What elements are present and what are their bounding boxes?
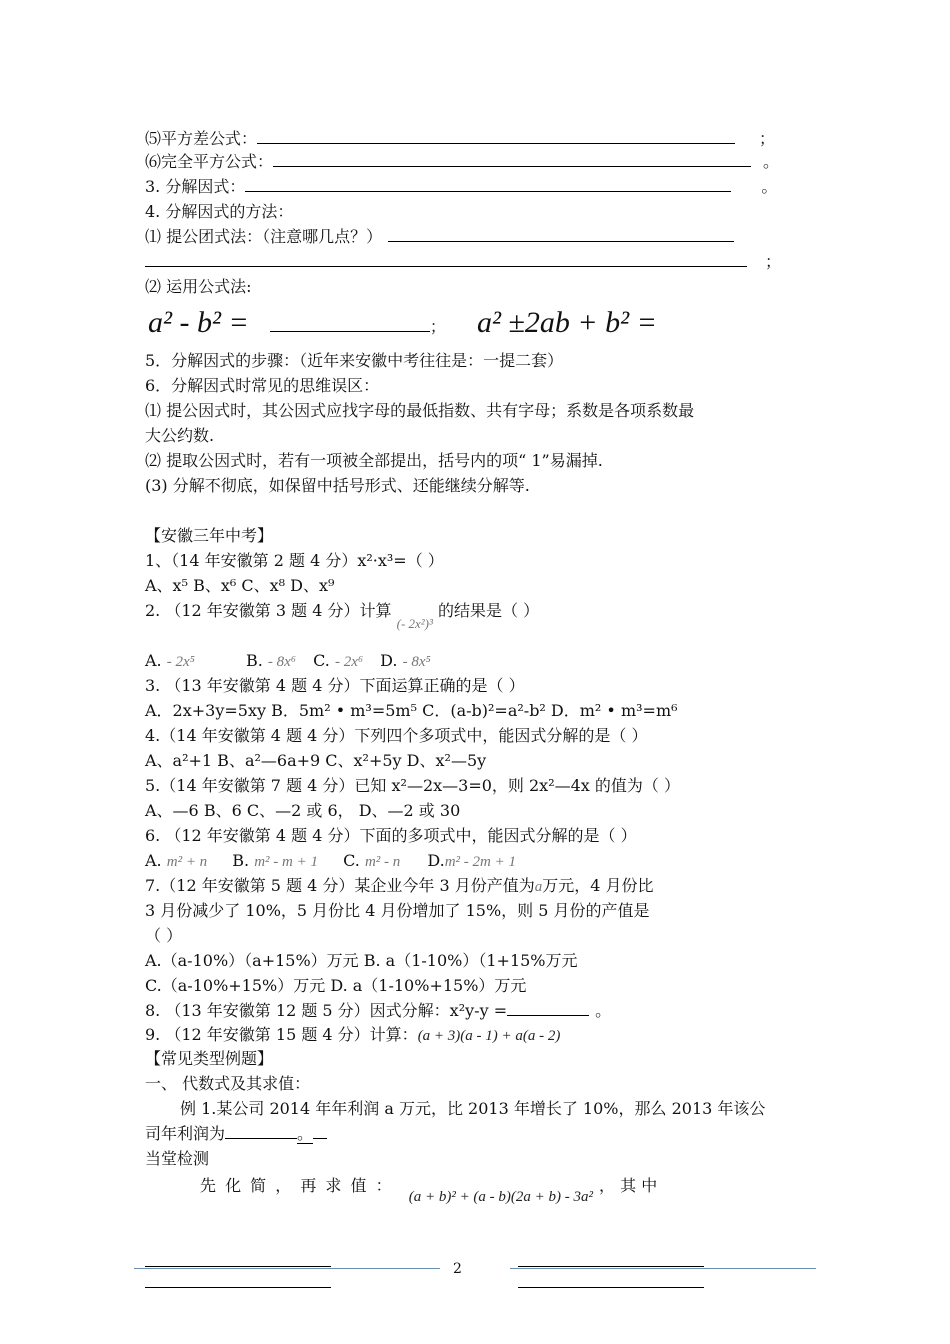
common-factor-line [145, 226, 734, 248]
perfect-square-line [145, 151, 779, 173]
question-7 [145, 875, 654, 898]
big-formula-line: a² - b² = ； a² ±2ab + b² = [148, 306, 657, 339]
question-text: 先 化 简 ， 再 求 值 ： [200, 1176, 394, 1195]
label: ⑴ 提公团式法：（注意哪几点？） [145, 227, 383, 246]
punct: ； [759, 129, 776, 148]
diff-of-squares-formula: a² - b² = [148, 306, 249, 339]
answer-blank[interactable] [388, 227, 734, 242]
question-3-options: A．2x+3y=5xy B．5m² • m³=5m⁵ C．(a-b)²=a²-b² D．m² • m³=m⁶ [145, 701, 678, 720]
punct: 。 [595, 1001, 612, 1020]
option-label: C. [313, 651, 335, 670]
answer-blank[interactable] [145, 252, 747, 267]
question-tail: 万元，4 月份比 [542, 876, 654, 895]
example-1-cont [145, 1123, 327, 1145]
example-1: 例 1.某公司 2014 年年利润 a 万元，比 2013 年增长了 10%，那么 2013 年该公 [180, 1099, 766, 1118]
question-7-paren: （ ） [145, 926, 183, 945]
question-9 [145, 1024, 560, 1047]
question-5: 5.（14 年安徽第 7 题 4 分）已知 x²—2x—3=0，则 2x²—4x 的值为（ ） [145, 776, 680, 795]
steps-line: 5．分解因式的步骤：（近年来安徽中考往往是：一提二套） [145, 351, 564, 370]
answer-blank[interactable] [225, 1124, 297, 1139]
simplify-line [200, 1175, 658, 1205]
variable-a: a [534, 879, 543, 895]
label: 3. 分解因式： [145, 177, 246, 196]
option-a: - 2x⁵ [166, 654, 195, 670]
pitfall-2: ⑵ 提取公因式时，若有一项被全部提出，括号内的项“ 1”易漏掉. [145, 451, 603, 470]
footer-line [145, 1287, 331, 1288]
option-d: - 8x⁵ [402, 654, 431, 670]
question-7-options-ab: A.（a-10%）（a+15%）万元 B. a（1-10%）（1+15%万元 [145, 951, 578, 970]
question-tail: 的结果是（ ） [438, 601, 540, 620]
in-class-check: 当堂检测 [145, 1149, 210, 1168]
question-2 [145, 600, 540, 631]
punct: 。 [763, 152, 780, 171]
option-b: m² - m + 1 [254, 854, 318, 870]
question-4-options: A、a²+1 B、a²—6a+9 C、x²+5y D、x²—5y [145, 751, 487, 770]
question-4: 4.（14 年安徽第 4 题 4 分）下列四个多项式中，能因式分解的是（ ） [145, 726, 648, 745]
simplify-expression: (a + b)² + (a - b)(2a + b) - 3a² [408, 1189, 594, 1205]
footer-rule [510, 1268, 816, 1269]
option-a: m² + n [166, 854, 208, 870]
question-text: 7.（12 年安徽第 5 题 4 分）某企业今年 3 月份产值为 [145, 876, 535, 895]
option-label: D. [427, 851, 445, 870]
question-5-options: A、—6 B、6 C、—2 或 6， D、—2 或 30 [145, 801, 461, 820]
question-8 [145, 1000, 611, 1022]
section-heading-exams: 【安徽三年中考】 [145, 526, 274, 545]
option-c: - 2x⁶ [334, 654, 364, 670]
footer-line [518, 1287, 704, 1288]
question-1-options: A、x⁵ B、x⁶ C、x⁸ D、x⁹ [145, 576, 335, 595]
q2-expression: (- 2x²)³ [396, 616, 433, 631]
answer-blank[interactable] [257, 129, 735, 144]
question-6: 6. （12 年安徽第 4 题 4 分）下面的多项式中，能因式分解的是（ ） [145, 826, 637, 845]
answer-blank[interactable] [270, 311, 430, 332]
page-number: 2 [453, 1261, 462, 1277]
option-b: - 8x⁶ [267, 654, 297, 670]
methods-heading: 4. 分解因式的方法： [145, 202, 294, 221]
question-3: 3. （13 年安徽第 4 题 4 分）下面运算正确的是（ ） [145, 676, 525, 695]
option-label: C. [343, 851, 365, 870]
pitfalls-heading: 6．分解因式时常见的思维误区： [145, 376, 380, 395]
label: ⑸平方差公式： [145, 129, 258, 148]
footer-line [518, 1266, 704, 1267]
footer-rule [134, 1268, 440, 1269]
question-text: 司年利润为 [145, 1124, 226, 1143]
answer-blank[interactable] [507, 1001, 589, 1016]
question-text: 8. （13 年安徽第 12 题 5 分）因式分解：x²y-y = [145, 1001, 508, 1020]
question-text: 9. （12 年安徽第 15 题 4 分）计算： [145, 1025, 418, 1044]
perfect-square-formula: a² ±2ab + b² = [476, 306, 657, 339]
question-7-cont: 3 月份减少了 10%，5 月份比 4 月份增加了 15%，则 5 月份的产值是 [145, 901, 650, 920]
punct: ； [765, 252, 782, 271]
option-label: A. [145, 851, 167, 870]
diff-of-squares-line [145, 128, 775, 150]
question-2-options [145, 650, 431, 673]
pitfall-3: (3) 分解不彻底，如保留中括号形式、还能继续分解等. [145, 476, 530, 495]
option-d: m² - 2m + 1 [444, 854, 516, 870]
question-tail: ， 其 中 [599, 1176, 658, 1195]
option-label: A. [145, 651, 167, 670]
punct: 。 [297, 1124, 314, 1143]
question-6-options [145, 850, 516, 873]
question-7-options-cd: C.（a-10%+15%）万元 D. a（1-10%+15%）万元 [145, 976, 527, 995]
pitfall-1-cont: 大公约数. [145, 426, 215, 445]
option-label: B. [245, 651, 268, 670]
question-1: 1、（14 年安徽第 2 题 4 分）x²·x³=（ ） [145, 551, 444, 570]
pitfall-1: ⑴ 提公因式时，其公因式应找字母的最低指数、共有字母；系数是各项系数最 [145, 401, 695, 420]
label: ⑹完全平方公式： [145, 152, 274, 171]
subsection-algebraic: 一、 代数式及其求值： [145, 1074, 311, 1093]
option-c: m² - n [364, 854, 401, 870]
continuation-line [145, 251, 781, 273]
footer-line [145, 1266, 331, 1267]
factorization-def-line [145, 176, 777, 198]
formula-method-label: ⑵ 运用公式法: [145, 277, 252, 296]
question-text: 2. （12 年安徽第 3 题 4 分）计算 [145, 601, 392, 620]
answer-blank[interactable] [245, 177, 731, 192]
punct: 。 [761, 177, 778, 196]
answer-blank-tail [313, 1124, 327, 1139]
q9-expression: (a + 3)(a - 1) + a(a - 2) [417, 1028, 561, 1044]
option-label: D. [380, 651, 403, 670]
answer-blank[interactable] [273, 152, 751, 167]
section-heading-examples: 【常见类型例题】 [145, 1049, 274, 1068]
option-label: B. [232, 851, 255, 870]
